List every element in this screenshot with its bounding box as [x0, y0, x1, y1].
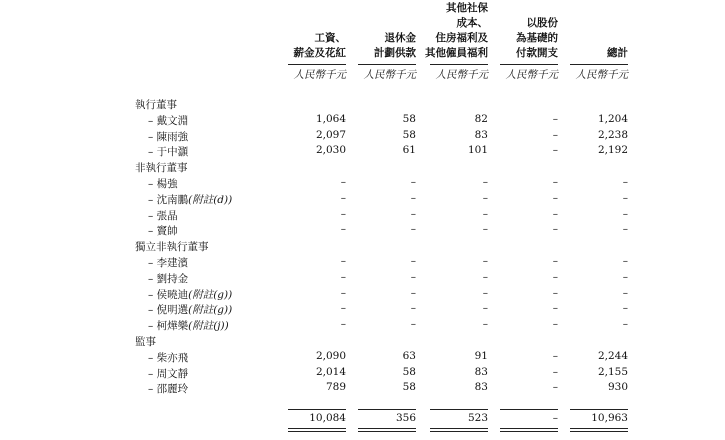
name-text: – 沈南鵬 — [148, 193, 189, 206]
value-cell-total: 2,192 — [597, 144, 628, 157]
value-cell-total: – — [622, 255, 628, 267]
table-row — [0, 271, 725, 287]
value-cell-share: – — [552, 144, 558, 157]
value-cell-share: – — [552, 270, 558, 283]
table-row — [0, 318, 725, 334]
table-row — [0, 287, 725, 303]
total-cell-total: 10,963 — [591, 412, 628, 424]
value-cell-pension: – — [410, 302, 416, 315]
column-header-total — [548, 0, 628, 64]
section-label — [135, 334, 156, 349]
value-cell-pension: – — [410, 191, 416, 204]
total-double-rule — [500, 431, 558, 432]
value-cell-salaries: – — [340, 318, 346, 331]
value-cell-share: – — [552, 223, 558, 236]
total-double-rule — [570, 428, 628, 429]
total-row — [0, 412, 725, 428]
value-cell-share: – — [552, 128, 558, 141]
person-label — [148, 223, 178, 238]
note-ref: (附註(j)) — [188, 320, 229, 333]
total-double-rule — [358, 431, 416, 432]
table-row — [0, 192, 725, 208]
value-cell-salaries: 2,090 — [315, 349, 346, 362]
total-double-rule — [430, 428, 488, 429]
value-cell-salaries: 2,014 — [315, 365, 346, 378]
value-cell-pension: – — [410, 207, 416, 220]
table-row — [0, 176, 725, 192]
person-label — [148, 113, 188, 128]
value-cell-share: – — [552, 318, 558, 331]
column-header-line: 退休金 — [384, 32, 416, 44]
name-text: – 李建濱 — [148, 257, 189, 269]
table-row — [0, 381, 725, 397]
column-header-share — [478, 0, 558, 64]
value-cell-other: – — [482, 223, 488, 236]
value-cell-pension: 63 — [402, 349, 416, 362]
value-cell-total: – — [622, 318, 628, 331]
total-cell-other: 523 — [467, 412, 488, 424]
value-cell-total: 2,238 — [597, 128, 628, 141]
value-cell-pension: 61 — [402, 144, 416, 157]
total-top-rule — [500, 409, 558, 410]
person-label — [148, 192, 232, 207]
column-header-salaries — [266, 0, 346, 64]
name-text: 監事 — [135, 336, 156, 348]
person-label — [148, 129, 188, 144]
table-row — [0, 113, 725, 129]
value-cell-share: – — [552, 176, 558, 188]
person-label — [148, 287, 232, 302]
value-cell-salaries: – — [340, 191, 346, 204]
column-header-line: 付款開支 — [516, 47, 558, 59]
name-text: – 陳雨強 — [148, 130, 189, 143]
value-cell-salaries: – — [340, 270, 346, 283]
note-ref: (附註(d)) — [188, 193, 233, 206]
table-row — [0, 144, 725, 160]
value-cell-other: – — [482, 176, 488, 188]
person-label — [148, 381, 188, 396]
value-cell-share: – — [552, 286, 558, 299]
value-cell-salaries: – — [340, 286, 346, 299]
total-top-rule — [288, 409, 346, 410]
total-top-rule — [358, 409, 416, 410]
value-cell-other: – — [482, 270, 488, 283]
column-header-line: 工資、 — [314, 32, 346, 44]
value-cell-share: – — [552, 255, 558, 267]
total-top-rule — [570, 409, 628, 410]
value-cell-salaries: – — [340, 302, 346, 315]
name-text: – 侯曉迪 — [148, 288, 189, 301]
value-cell-salaries: – — [340, 223, 346, 236]
value-cell-pension: – — [410, 223, 416, 236]
column-header-other — [408, 0, 488, 64]
section-label — [135, 239, 209, 254]
value-cell-pension: 58 — [402, 128, 416, 141]
section-label — [135, 160, 188, 175]
value-cell-salaries: – — [340, 207, 346, 220]
value-cell-salaries: 2,030 — [315, 144, 346, 157]
total-double-rule — [430, 431, 488, 432]
person-label — [148, 350, 188, 365]
name-text: – 戴文淵 — [148, 114, 189, 127]
section-row — [0, 97, 725, 113]
value-cell-salaries: 2,097 — [315, 128, 346, 141]
value-cell-share: – — [552, 302, 558, 315]
value-cell-total: 2,244 — [597, 349, 628, 362]
total-cell-share: – — [552, 412, 558, 424]
value-cell-other: 82 — [474, 112, 488, 125]
column-header-line: 住房福利及 — [435, 32, 488, 44]
value-cell-other: – — [482, 318, 488, 331]
name-text: – 周文靜 — [148, 367, 189, 380]
total-double-rule — [358, 428, 416, 429]
column-header-line: 其他僱員福利 — [425, 47, 488, 59]
value-cell-other: – — [482, 207, 488, 220]
table-row — [0, 255, 725, 271]
name-text: – 楊強 — [148, 178, 178, 190]
value-cell-share: – — [552, 207, 558, 220]
column-header-line: 成本、 — [456, 17, 488, 29]
name-text: – 竇帥 — [148, 225, 178, 238]
table-row — [0, 366, 725, 382]
section-row — [0, 239, 725, 255]
value-cell-total: – — [622, 207, 628, 220]
value-cell-pension: – — [410, 286, 416, 299]
name-text: – 劉持金 — [148, 272, 189, 285]
value-cell-share: – — [552, 365, 558, 378]
value-cell-share: – — [552, 112, 558, 125]
column-header-line: 總計 — [607, 47, 628, 59]
column-unit-total: 人民幣千元 — [570, 64, 628, 82]
value-cell-pension: 58 — [402, 381, 416, 394]
person-label — [148, 271, 188, 286]
total-cell-salaries: 10,084 — [309, 412, 346, 424]
name-text: 獨立非執行董事 — [135, 241, 209, 254]
value-cell-salaries: – — [340, 176, 346, 188]
value-cell-total: – — [622, 223, 628, 236]
note-ref: (附註(g)) — [188, 304, 233, 317]
value-cell-other: 83 — [474, 128, 488, 141]
value-cell-share: – — [552, 191, 558, 204]
value-cell-share: – — [552, 349, 558, 362]
column-unit-other: 人民幣千元 — [430, 64, 488, 82]
value-cell-pension: – — [410, 255, 416, 267]
table-row — [0, 129, 725, 145]
value-cell-other: 83 — [474, 365, 488, 378]
total-top-rule — [430, 409, 488, 410]
person-label — [148, 176, 178, 191]
table-row — [0, 223, 725, 239]
person-label — [148, 144, 188, 159]
person-label — [148, 302, 232, 317]
total-double-rule — [500, 428, 558, 429]
value-cell-other: 83 — [474, 381, 488, 394]
column-header-pension — [336, 0, 416, 64]
value-cell-total: 2,155 — [597, 365, 628, 378]
value-cell-pension: – — [410, 318, 416, 331]
value-cell-pension: – — [410, 270, 416, 283]
value-cell-total: – — [622, 176, 628, 188]
value-cell-other: – — [482, 286, 488, 299]
column-unit-pension: 人民幣千元 — [358, 64, 416, 82]
value-cell-total: – — [622, 191, 628, 204]
section-row — [0, 160, 725, 176]
name-text: 執行董事 — [135, 99, 177, 111]
name-text: – 倪明選 — [148, 304, 189, 317]
table-row — [0, 350, 725, 366]
total-cell-pension: 356 — [395, 412, 416, 424]
person-label — [148, 255, 188, 270]
column-header-line: 其他社保 — [446, 2, 488, 14]
total-double-rule — [288, 428, 346, 429]
value-cell-other: – — [482, 191, 488, 204]
person-label — [148, 208, 178, 223]
value-cell-share: – — [552, 381, 558, 394]
column-unit-share: 人民幣千元 — [500, 64, 558, 82]
name-text: 非執行董事 — [135, 162, 188, 175]
value-cell-total: – — [622, 286, 628, 299]
section-row — [0, 334, 725, 350]
table-row — [0, 302, 725, 318]
column-header-line: 計劃供款 — [374, 47, 416, 59]
person-label — [148, 318, 229, 333]
person-label — [148, 366, 188, 381]
value-cell-total: – — [622, 302, 628, 315]
value-cell-total: 930 — [607, 381, 628, 394]
value-cell-pension: – — [410, 176, 416, 188]
value-cell-pension: 58 — [402, 365, 416, 378]
column-header-line: 以股份 — [526, 17, 558, 29]
name-text: – 邵麗玲 — [148, 383, 189, 396]
value-cell-other: – — [482, 255, 488, 267]
value-cell-total: – — [622, 270, 628, 283]
section-label — [135, 97, 177, 112]
column-header-line: 薪金及花紅 — [293, 47, 346, 59]
value-cell-pension: 58 — [402, 112, 416, 125]
name-text: – 張晶 — [148, 209, 178, 222]
value-cell-other: 91 — [474, 349, 488, 362]
name-text: – 柯燁樂 — [148, 320, 189, 333]
value-cell-salaries: 1,064 — [315, 112, 346, 125]
value-cell-other: 101 — [467, 144, 488, 157]
total-double-rule — [570, 431, 628, 432]
column-unit-salaries: 人民幣千元 — [288, 64, 346, 82]
table-row — [0, 208, 725, 224]
name-text: – 于中灝 — [148, 146, 189, 159]
total-double-rule — [288, 431, 346, 432]
column-header-line: 為基礎的 — [516, 32, 558, 44]
note-ref: (附註(g)) — [188, 288, 233, 301]
value-cell-total: 1,204 — [597, 112, 628, 125]
value-cell-salaries: 789 — [325, 381, 346, 394]
value-cell-other: – — [482, 302, 488, 315]
name-text: – 柴亦飛 — [148, 351, 189, 364]
value-cell-salaries: – — [340, 255, 346, 267]
